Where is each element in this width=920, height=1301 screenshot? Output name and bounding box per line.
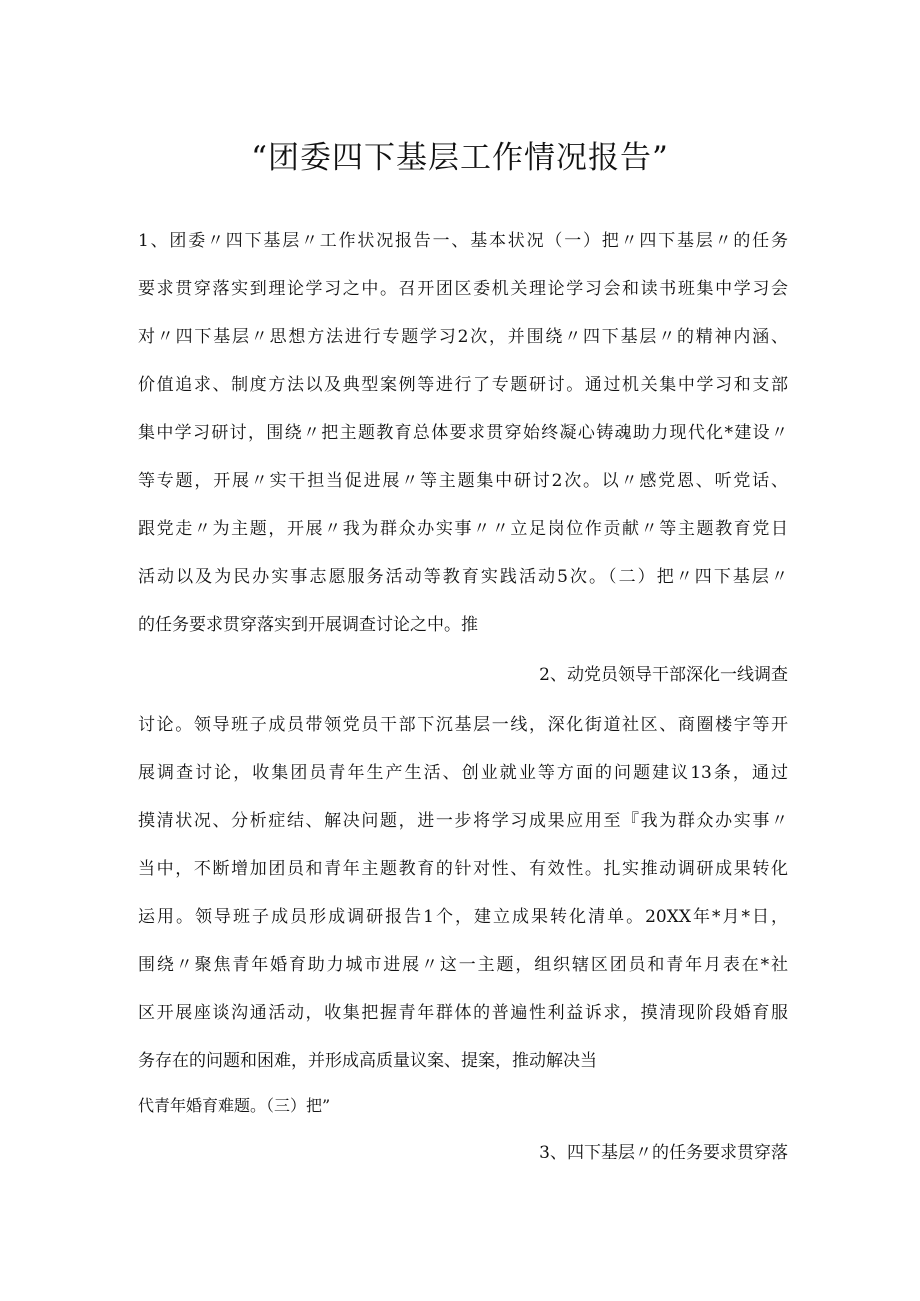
- paragraph-line: 摸清状况、分析症结、解决问题，进一步将学习成果应用至『我为群众办实事〃: [138, 811, 788, 831]
- paragraph-line: 代青年婚育难题。（三）把”: [138, 1096, 331, 1115]
- section-3-heading-line: 3、四下基层〃的任务要求贯穿落: [539, 1143, 788, 1163]
- paragraph-line: 的任务要求贯穿落实到开展调查讨论之中。推: [138, 615, 478, 635]
- paragraph-line: 跟党走〃为主题，开展〃我为群众办实事〃〃立足岗位作贡献〃等主题教育党日: [138, 519, 788, 539]
- section-2-heading-line: 2、动党员领导干部深化一线调查: [539, 665, 788, 685]
- paragraph-line: 价值追求、制度方法以及典型案例等进行了专题研讨。通过机关集中学习和支部: [138, 375, 788, 395]
- paragraph-line: 务存在的问题和困难，并形成高质量议案、提案，推动解决当: [138, 1051, 597, 1071]
- paragraph-line: 要求贯穿落实到理论学习之中。召开团区委机关理论学习会和读书班集中学习会: [138, 279, 788, 299]
- paragraph-line: 当中，不断增加团员和青年主题教育的针对性、有效性。扎实推动调研成果转化: [138, 859, 788, 879]
- paragraph-line: 1、团委〃四下基层〃工作状况报告一、基本状况（一）把〃四下基层〃的任务: [138, 231, 788, 251]
- document-title: “团委四下基层工作情况报告”: [251, 140, 669, 176]
- paragraph-line: 活动以及为民办实事志愿服务活动等教育实践活动5次。（二）把〃四下基层〃: [138, 567, 788, 587]
- paragraph-line: 集中学习研讨，围绕〃把主题教育总体要求贯穿始终凝心铸魂助力现代化*建设〃: [138, 423, 788, 443]
- paragraph-line: 展调查讨论，收集团员青年生产生活、创业就业等方面的问题建议13条，通过: [138, 763, 788, 783]
- paragraph-line: 等专题，开展〃实干担当促进展〃等主题集中研讨2次。以〃感党恩、听党话、: [138, 471, 788, 491]
- paragraph-line: 运用。领导班子成员形成调研报告1个，建立成果转化清单。20XX年*月*日，: [138, 907, 788, 927]
- paragraph-line: 区开展座谈沟通活动，收集把握青年群体的普遍性利益诉求，摸清现阶段婚育服: [138, 1003, 788, 1023]
- paragraph-line: 围绕〃聚焦青年婚育助力城市进展〃这一主题，组织辖区团员和青年月表在*社: [138, 955, 788, 975]
- paragraph-line: 对〃四下基层〃思想方法进行专题学习2次，并围绕〃四下基层〃的精神内涵、: [138, 327, 788, 347]
- paragraph-line: 讨论。领导班子成员带领党员干部下沉基层一线，深化街道社区、商圈楼宇等开: [138, 715, 788, 735]
